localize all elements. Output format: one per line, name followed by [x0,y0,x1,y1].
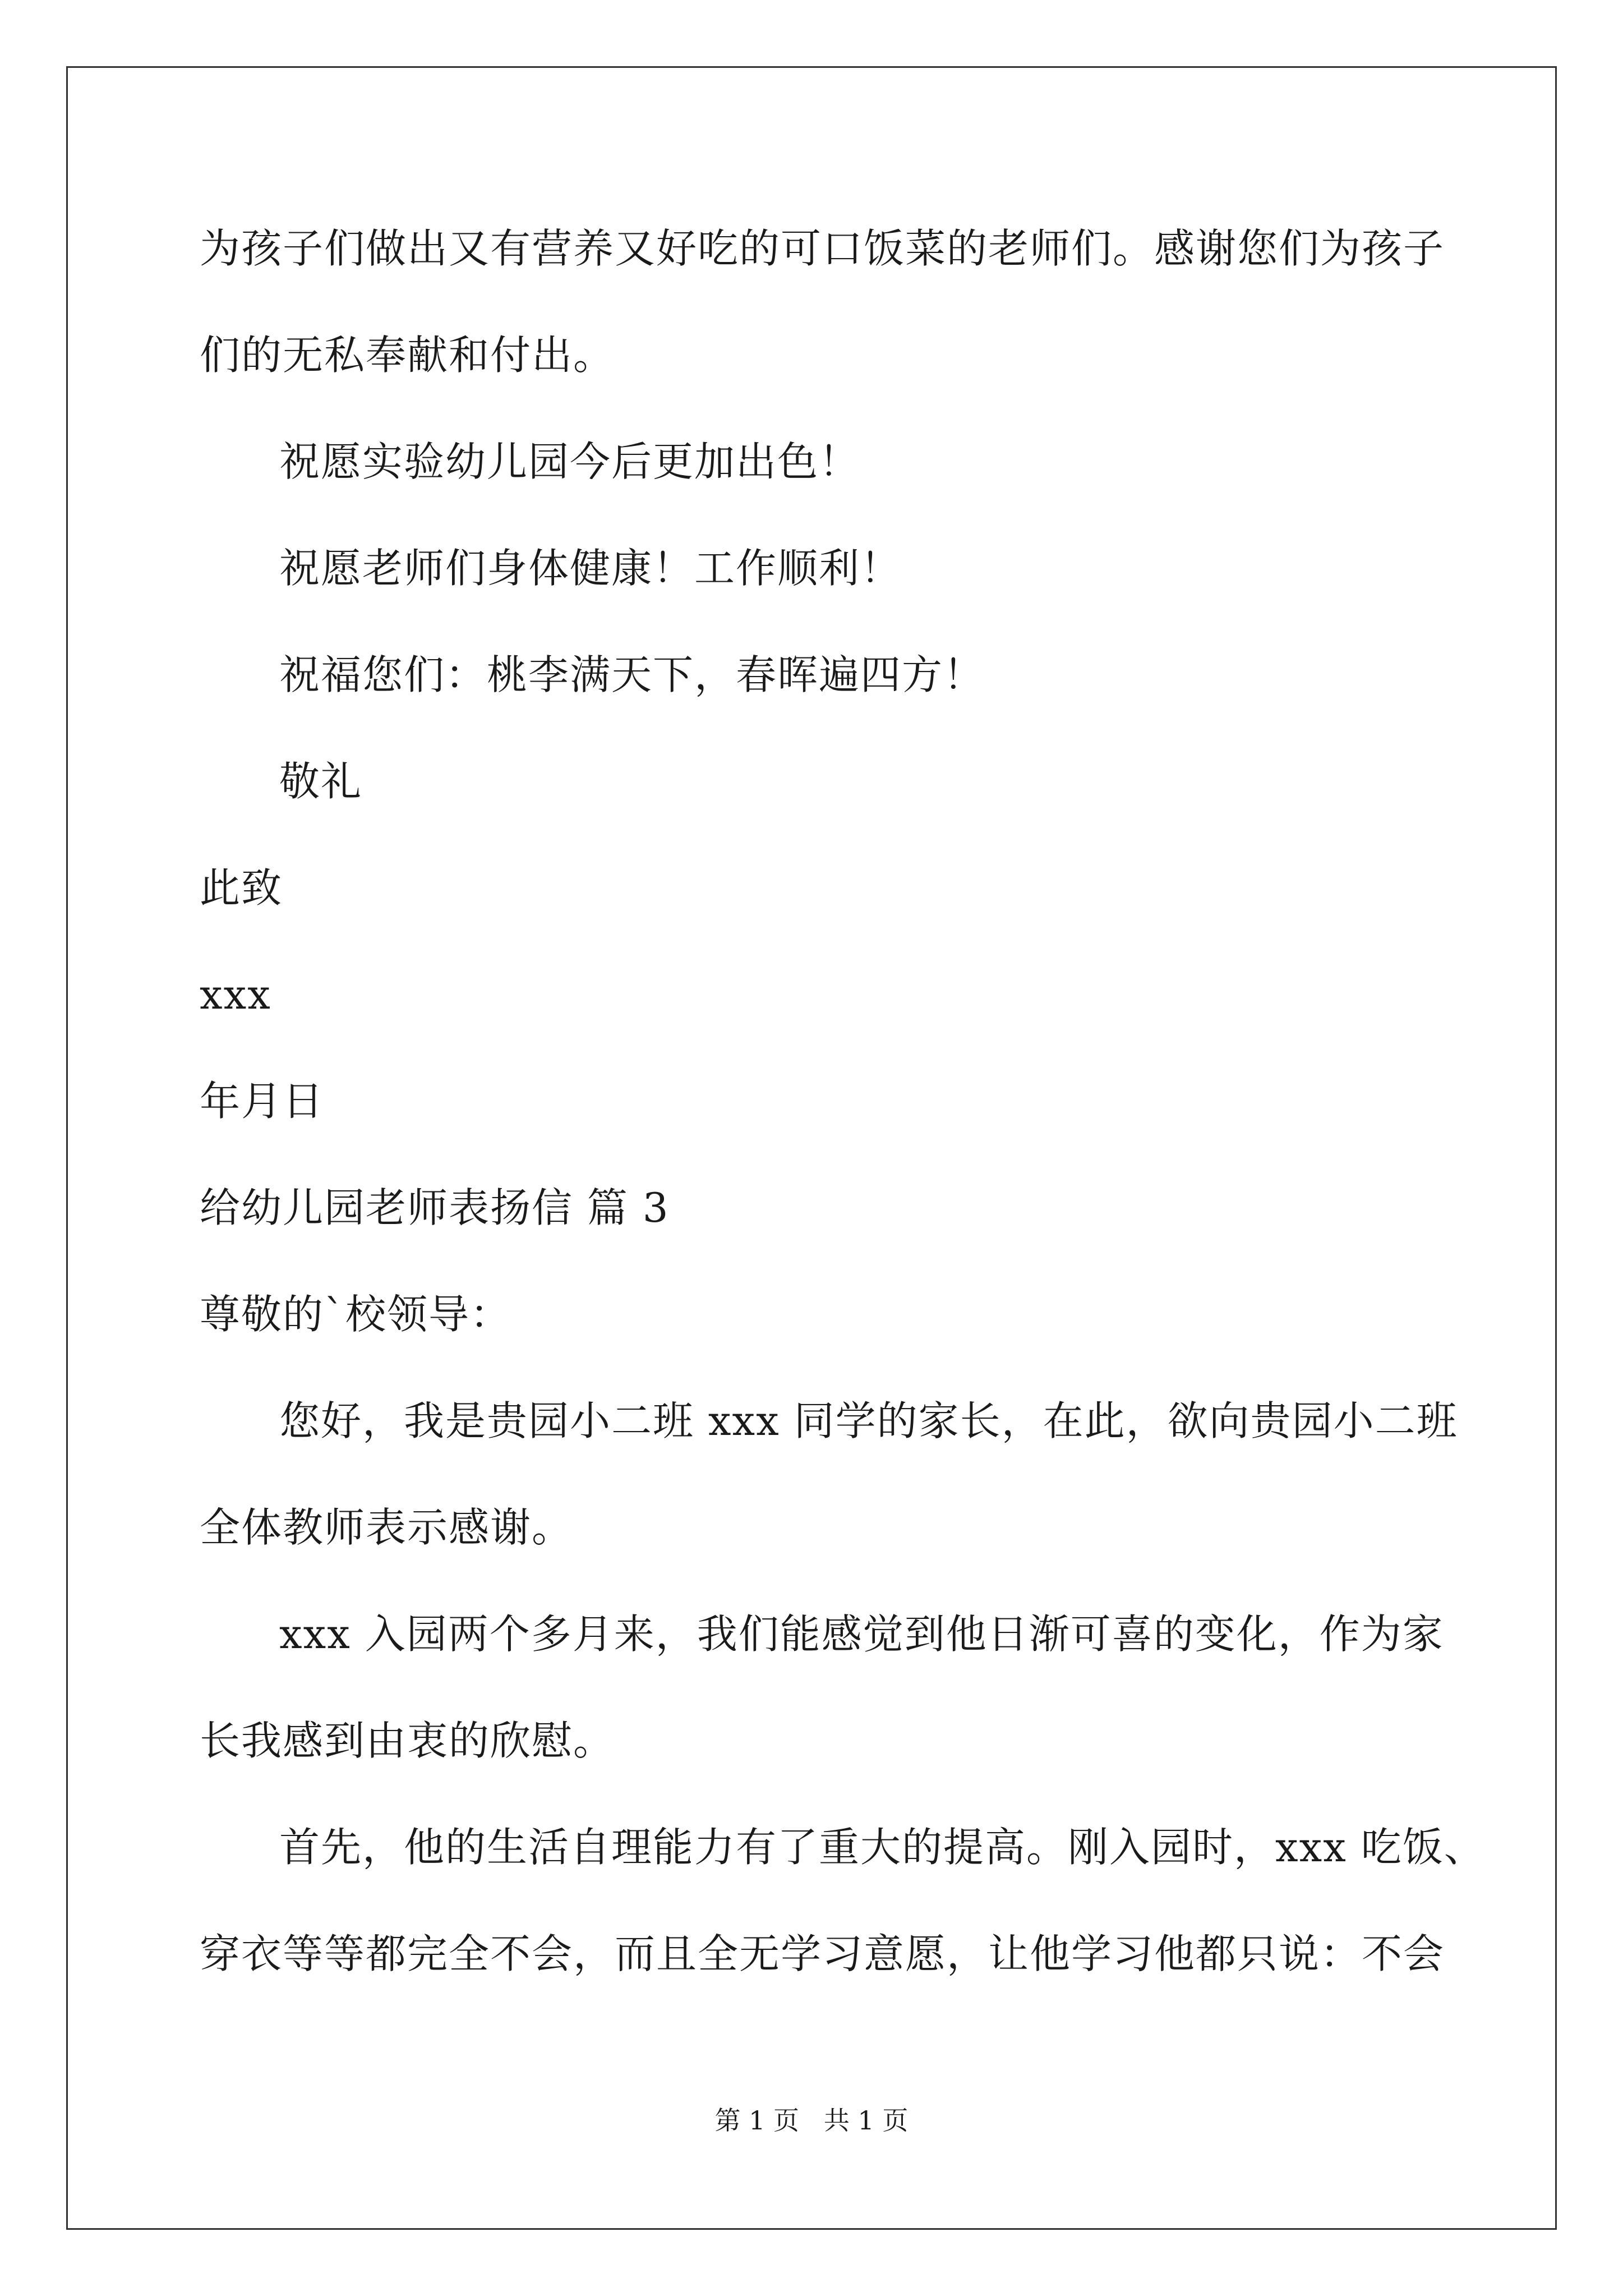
body-line-1: 为孩子们做出又有营养又好吃的可口饭菜的老师们。感谢您们为孩子 [200,225,1445,272]
salutation: 尊敬的`校领导： [200,1291,512,1338]
signature: xxx [200,971,271,1018]
para-2-line-1: xxx 入园两个多月来，我们能感觉到他日渐可喜的变化，作为家 [279,1611,1444,1658]
page-footer: 第 1 页 共 1 页 [714,2105,909,2136]
para-3-line-1: 首先，他的生活自理能力有了重大的提高。刚入园时，xxx 吃饭、 [279,1824,1486,1871]
body-line-2: 们的无私奉献和付出。 [200,332,615,379]
salute: 敬礼 [279,758,363,805]
para-2-line-2: 长我感到由衷的欣慰。 [200,1717,615,1764]
section-title: 给幼儿园老师表扬信 篇 3 [200,1184,670,1231]
closing: 此致 [200,864,283,912]
wish-line-2: 祝愿老师们身体健康！工作顺利！ [279,545,902,592]
para-1-line-1: 您好，我是贵园小二班 xxx 同学的家长，在此，欲向贵园小二班 [279,1397,1458,1444]
para-1-line-2: 全体教师表示感谢。 [200,1504,574,1551]
date-line: 年月日 [200,1078,325,1125]
page-border [66,66,1557,2230]
wish-line-3: 祝福您们：桃李满天下，春晖遍四方！ [279,651,985,698]
para-3-line-2: 穿衣等等都完全不会，而且全无学习意愿，让他学习他都只说：不会 [200,1930,1445,1977]
wish-line-1: 祝愿实验幼儿园今后更加出色！ [279,438,861,485]
